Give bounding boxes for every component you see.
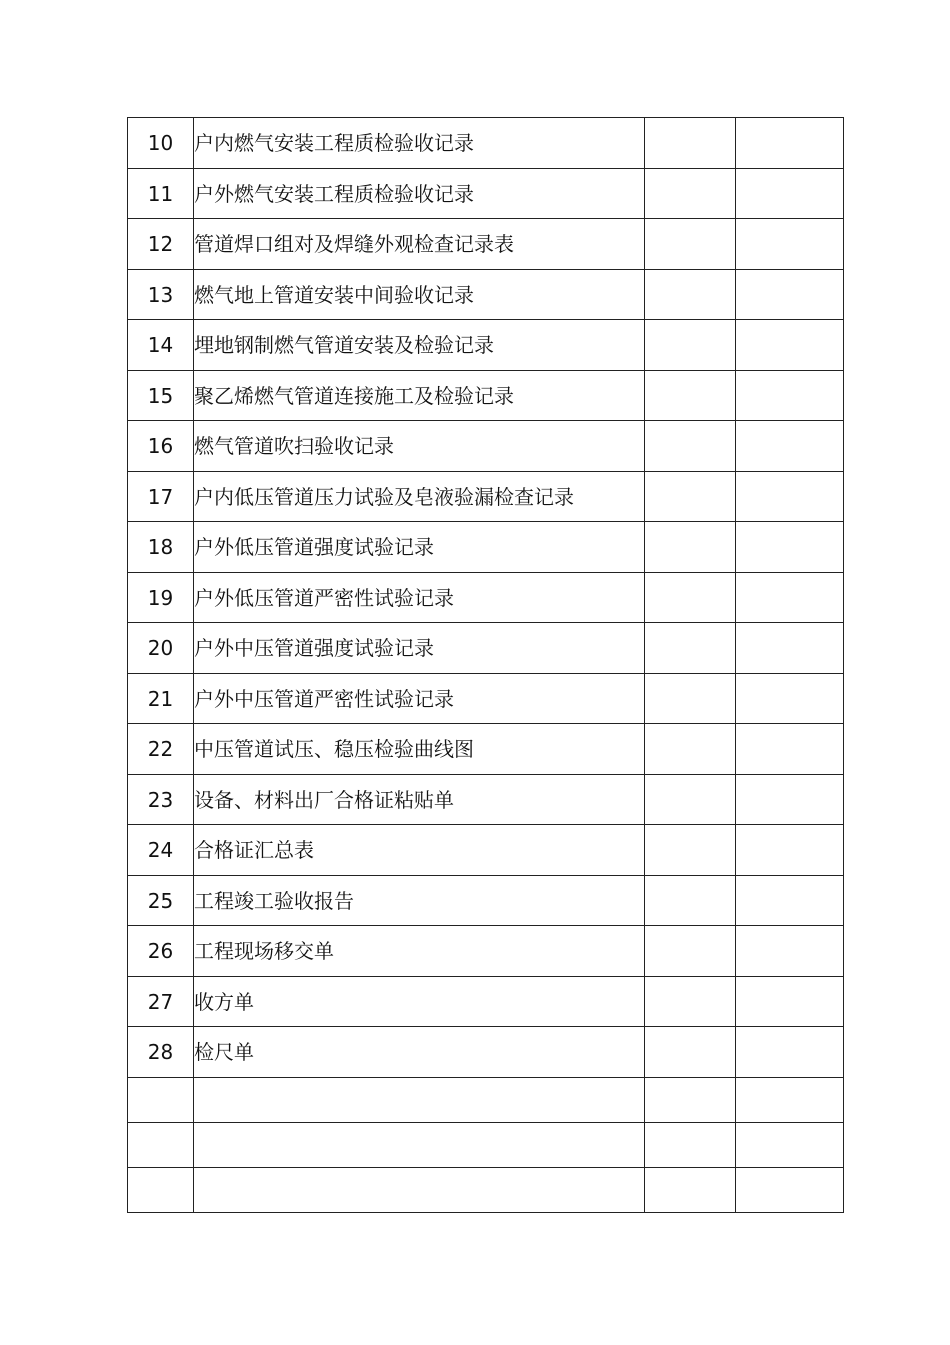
- empty-row: [128, 1123, 844, 1168]
- blank-cell: [736, 118, 844, 169]
- table-row: [128, 118, 844, 169]
- table-row: [128, 421, 844, 472]
- table-row: [128, 623, 844, 674]
- blank-cell: [645, 118, 736, 169]
- blank-cell: [645, 724, 736, 775]
- row-number: 12: [128, 219, 194, 270]
- table-row: [128, 876, 844, 926]
- table-row: [128, 169, 844, 219]
- row-title: 户外低压管道严密性试验记录: [194, 573, 645, 623]
- row-number: 13: [128, 270, 194, 320]
- blank-cell: [645, 472, 736, 522]
- blank-cell: [194, 1123, 645, 1168]
- row-number: 27: [128, 977, 194, 1027]
- row-title: 户外中压管道严密性试验记录: [194, 674, 645, 724]
- table-row: [128, 977, 844, 1027]
- table-row: [128, 573, 844, 623]
- blank-cell: [645, 674, 736, 724]
- blank-cell: [645, 825, 736, 876]
- blank-cell: [645, 1168, 736, 1213]
- blank-cell: [645, 775, 736, 825]
- blank-cell: [128, 1123, 194, 1168]
- row-number: 18: [128, 522, 194, 573]
- empty-row: [128, 1078, 844, 1123]
- row-number: 25: [128, 876, 194, 926]
- row-title: 埋地钢制燃气管道安装及检验记录: [194, 320, 645, 371]
- row-number: 14: [128, 320, 194, 371]
- empty-row: [128, 1168, 844, 1213]
- blank-cell: [736, 270, 844, 320]
- blank-cell: [736, 371, 844, 421]
- row-title: 设备、材料出厂合格证粘贴单: [194, 775, 645, 825]
- table-body: [128, 118, 844, 1213]
- row-number: 16: [128, 421, 194, 472]
- table-row: [128, 724, 844, 775]
- blank-cell: [645, 219, 736, 270]
- blank-cell: [128, 1168, 194, 1213]
- blank-cell: [194, 1078, 645, 1123]
- blank-cell: [736, 926, 844, 977]
- row-title: 燃气地上管道安装中间验收记录: [194, 270, 645, 320]
- table-row: [128, 522, 844, 573]
- row-number: 28: [128, 1027, 194, 1078]
- blank-cell: [736, 1123, 844, 1168]
- row-title: 中压管道试压、稳压检验曲线图: [194, 724, 645, 775]
- blank-cell: [736, 825, 844, 876]
- blank-cell: [645, 1123, 736, 1168]
- row-number: 10: [128, 118, 194, 169]
- table-row: [128, 320, 844, 371]
- row-title: 户内低压管道压力试验及皂液验漏检查记录: [194, 472, 645, 522]
- table-row: [128, 674, 844, 724]
- blank-cell: [645, 977, 736, 1027]
- row-title: 合格证汇总表: [194, 825, 645, 876]
- blank-cell: [128, 1078, 194, 1123]
- row-number: 23: [128, 775, 194, 825]
- table-row: [128, 825, 844, 876]
- blank-cell: [736, 472, 844, 522]
- row-number: 20: [128, 623, 194, 674]
- blank-cell: [736, 1168, 844, 1213]
- blank-cell: [736, 573, 844, 623]
- blank-cell: [736, 977, 844, 1027]
- blank-cell: [645, 573, 736, 623]
- table-row: [128, 219, 844, 270]
- blank-cell: [645, 169, 736, 219]
- table-row: [128, 270, 844, 320]
- table-row: [128, 926, 844, 977]
- row-title: 检尺单: [194, 1027, 645, 1078]
- row-title: 户外中压管道强度试验记录: [194, 623, 645, 674]
- blank-cell: [194, 1168, 645, 1213]
- blank-cell: [645, 320, 736, 371]
- blank-cell: [645, 926, 736, 977]
- blank-cell: [736, 522, 844, 573]
- table-row: [128, 1027, 844, 1078]
- blank-cell: [736, 724, 844, 775]
- blank-cell: [736, 320, 844, 371]
- blank-cell: [645, 371, 736, 421]
- blank-cell: [645, 522, 736, 573]
- row-number: 22: [128, 724, 194, 775]
- blank-cell: [736, 674, 844, 724]
- row-number: 17: [128, 472, 194, 522]
- blank-cell: [645, 1027, 736, 1078]
- row-number: 21: [128, 674, 194, 724]
- blank-cell: [645, 1078, 736, 1123]
- blank-cell: [736, 775, 844, 825]
- blank-cell: [736, 1078, 844, 1123]
- blank-cell: [645, 876, 736, 926]
- blank-cell: [736, 219, 844, 270]
- row-number: 26: [128, 926, 194, 977]
- row-number: 24: [128, 825, 194, 876]
- row-title: 工程现场移交单: [194, 926, 645, 977]
- blank-cell: [736, 623, 844, 674]
- row-number: 15: [128, 371, 194, 421]
- table-row: [128, 472, 844, 522]
- blank-cell: [645, 623, 736, 674]
- row-number: 11: [128, 169, 194, 219]
- row-title: 管道焊口组对及焊缝外观检查记录表: [194, 219, 645, 270]
- blank-cell: [736, 876, 844, 926]
- document-table: [127, 117, 844, 1213]
- table-row: [128, 775, 844, 825]
- row-number: 19: [128, 573, 194, 623]
- row-title: 聚乙烯燃气管道连接施工及检验记录: [194, 371, 645, 421]
- blank-cell: [736, 1027, 844, 1078]
- blank-cell: [736, 169, 844, 219]
- blank-cell: [645, 270, 736, 320]
- row-title: 户外燃气安装工程质检验收记录: [194, 169, 645, 219]
- row-title: 燃气管道吹扫验收记录: [194, 421, 645, 472]
- blank-cell: [736, 421, 844, 472]
- row-title: 收方单: [194, 977, 645, 1027]
- row-title: 工程竣工验收报告: [194, 876, 645, 926]
- table-row: [128, 371, 844, 421]
- row-title: 户内燃气安装工程质检验收记录: [194, 118, 645, 169]
- row-title: 户外低压管道强度试验记录: [194, 522, 645, 573]
- blank-cell: [645, 421, 736, 472]
